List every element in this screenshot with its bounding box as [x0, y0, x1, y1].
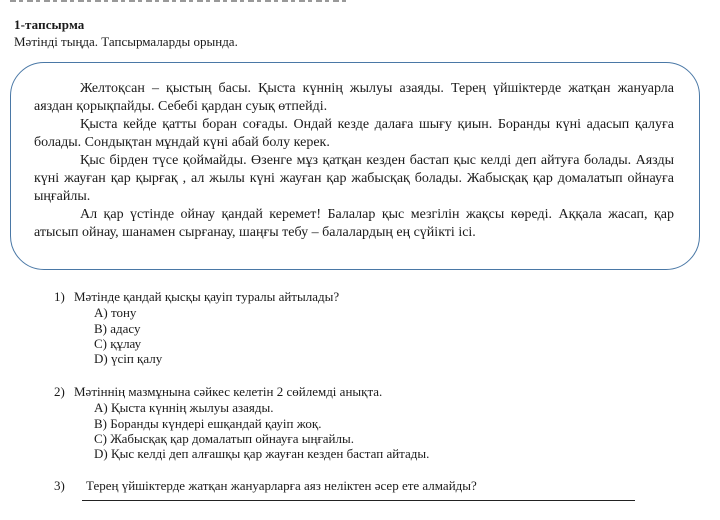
question-text: Мәтіннің мазмұнына сәйкес келетін 2 сөйлемді анықта. — [74, 384, 383, 399]
question-number: 2) — [54, 384, 65, 399]
task-instruction: Мәтінді тыңда. Тапсырмаларды орында. — [14, 34, 238, 49]
answer-option[interactable]: С) Жабысқақ қар домалатып ойнауға ыңғайлы. — [94, 431, 354, 446]
question-number: 1) — [54, 289, 65, 304]
reading-paragraph: Қыста кейде қатты боран соғады. Ондай кезде далаға шығу қиын. Боранды күні адасып қалуға болады. Сондықтан мұндай күні абай болу керек. — [34, 117, 674, 150]
answer-option[interactable]: А) тону — [94, 305, 137, 320]
question-text: Терең үйшіктерде жатқан жануарларға аяз неліктен әсер ете алмайды? — [86, 478, 477, 493]
question-number: 3) — [54, 478, 65, 493]
reading-paragraph: Қыс бірден түсе қоймайды. Өзенге мұз қатқан кезден бастап қыс келді деп айтуға болады. Аязды күні жауған қар қырғақ , ал жылы күні жауған қар жабысқақ болады. Жабысқақ қар домалатып ойнауға ыңғайлы. — [34, 153, 674, 204]
task-title: 1-тапсырма — [14, 17, 85, 32]
answer-line[interactable] — [82, 500, 635, 501]
cropped-top-text — [10, 0, 350, 4]
answer-option[interactable]: С) құлау — [94, 336, 142, 351]
answer-option[interactable]: D) Қыс келді деп алғашқы қар жауған кезден бастап айтады. — [94, 446, 430, 461]
answer-option[interactable]: В) Боранды күндері ешқандай қауіп жоқ. — [94, 416, 322, 431]
answer-option[interactable]: D) үсіп қалу — [94, 351, 163, 366]
reading-paragraph: Ал қар үстінде ойнау қандай керемет! Балалар қыс мезгілін жақсы көреді. Аққала жасап, қар атысып ойнау, шанамен сырғанау, шаңғы тебу – балалардың ең сүйікті ісі. — [34, 207, 674, 240]
reading-paragraph: Желтоқсан – қыстың басы. Қыста күннің жылуы азаяды. Терең үйшіктерде жатқан жануарла аяздан қорықпайды. Себебі қардан суық өтпейді. — [34, 81, 674, 114]
answer-option[interactable]: В) адасу — [94, 321, 141, 336]
question-text: Мәтінде қандай қысқы қауіп туралы айтылады? — [74, 289, 340, 304]
answer-option[interactable]: А) Қыста күннің жылуы азаяды. — [94, 400, 274, 415]
